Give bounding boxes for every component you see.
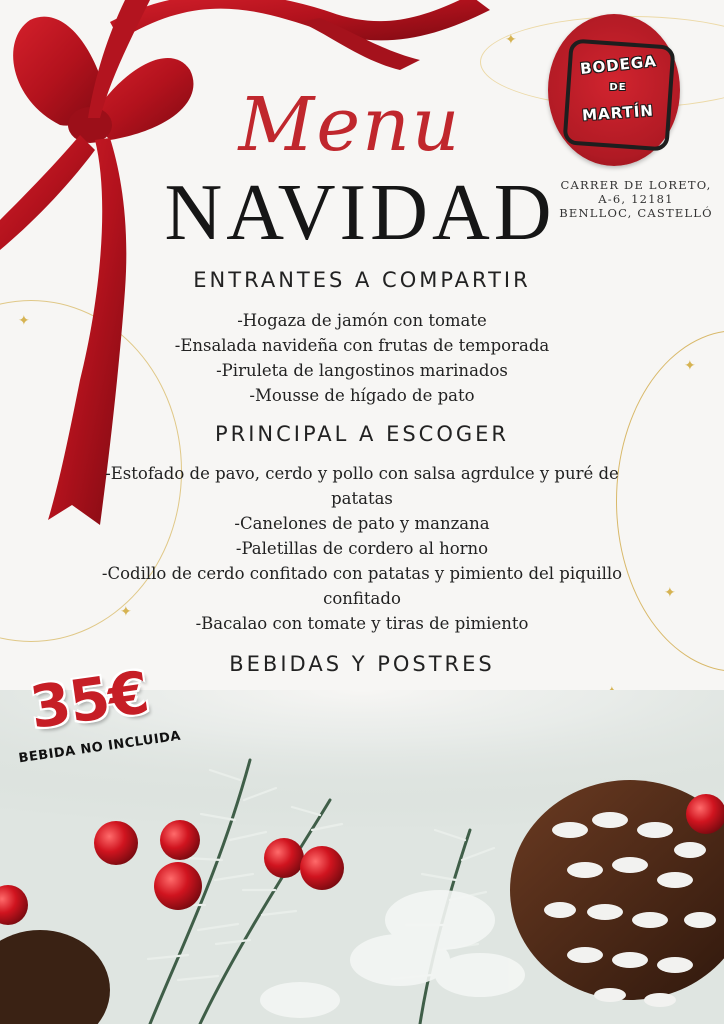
- star-icon: ✦: [18, 313, 30, 329]
- section-title-drinks-desserts: BEBIDAS Y POSTRES: [229, 652, 495, 676]
- list-item: -Codillo de cerdo confitado con patatas y pimiento del piquillo confitado: [101, 564, 623, 608]
- logo-text-line2: DE: [609, 82, 627, 93]
- price-note: BEBIDA NO INCLUIDA: [17, 728, 182, 767]
- mains-list: [100, 461, 624, 636]
- star-icon: ✦: [120, 604, 132, 620]
- address-line1: CARRER DE LORETO,: [560, 178, 712, 192]
- section-title-mains: PRINCIPAL A ESCOGER: [214, 422, 510, 446]
- title-script: Menu: [238, 82, 462, 168]
- list-item: -Hogaza de jamón con tomate: [237, 311, 487, 330]
- list-item: -Ensalada navideña con frutas de temporada: [174, 336, 550, 355]
- address-line3: BENLLOC, CASTELLÓ: [559, 206, 713, 220]
- star-icon: ✦: [684, 358, 696, 374]
- section-title-starters: ENTRANTES A COMPARTIR: [193, 268, 531, 292]
- star-icon: ✦: [505, 32, 517, 48]
- list-item: -Estofado de pavo, cerdo y pollo con salsa agrdulce y puré de patatas: [105, 464, 619, 508]
- price-amount: 35€: [25, 658, 153, 742]
- logo-text-line3: MARTÍN: [581, 101, 655, 125]
- list-item: -Canelones de pato y manzana: [234, 514, 490, 533]
- list-item: -Paletillas de cordero al horno: [235, 539, 489, 558]
- ribbon-bow-icon: [0, 0, 500, 530]
- logo-text-line1: BODEGA: [579, 51, 658, 78]
- list-item: -Mousse de hígado de pato: [249, 386, 475, 405]
- address-line2: A-6, 12181: [598, 192, 674, 206]
- title-main: NAVIDAD: [164, 169, 556, 257]
- list-item: -Piruleta de langostinos marinados: [216, 361, 508, 380]
- starters-list: [90, 308, 634, 408]
- list-item: -Bacalao con tomate y tiras de pimiento: [195, 614, 529, 633]
- star-icon: ✦: [664, 585, 676, 601]
